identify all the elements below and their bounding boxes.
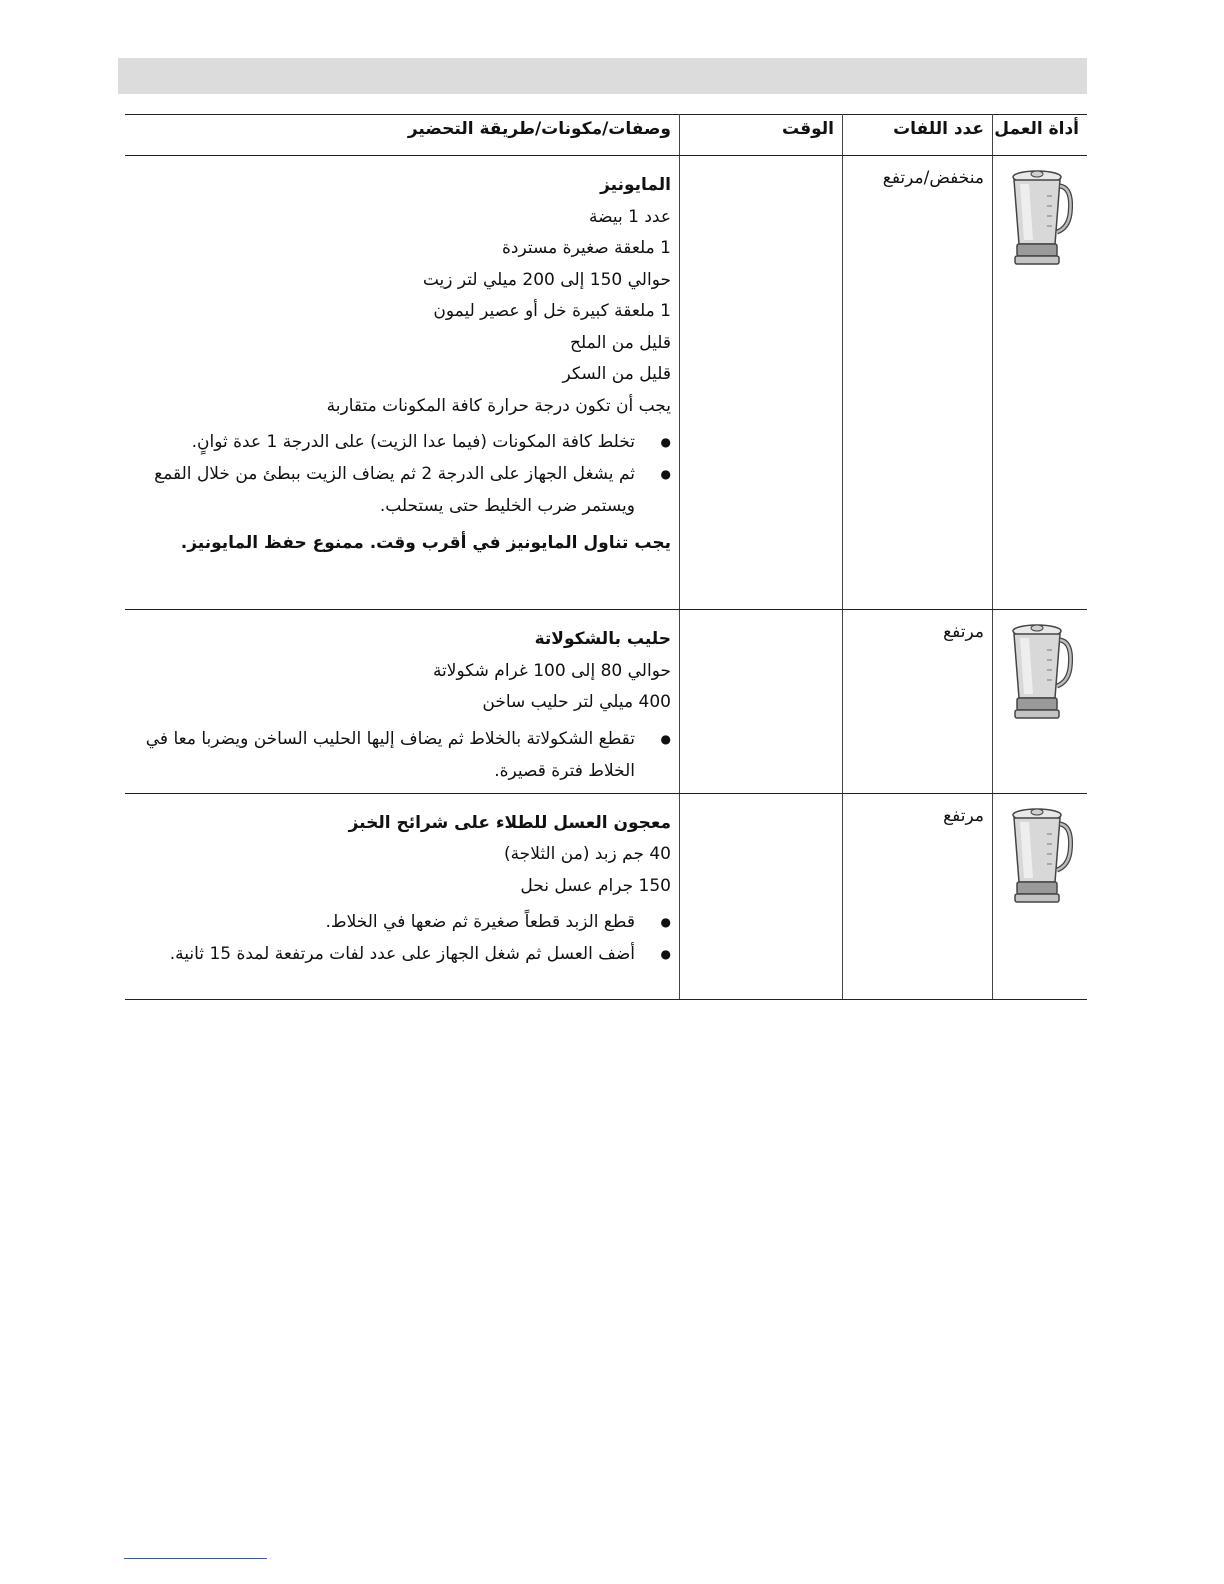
ingredient-line: 40 جم زبد (من الثلاجة) [503, 844, 671, 864]
header-bar [118, 58, 1087, 94]
ingredient-line: 1 ملعقة كبيرة خل أو عصير ليمون [433, 301, 671, 321]
description-cell [125, 610, 680, 794]
tool-cell [993, 156, 1088, 610]
table-header-row [125, 115, 1087, 156]
tool-cell [993, 793, 1088, 999]
step-item: ● أضف العسل ثم شغل الجهاز على عدد لفات مرتفعة لمدة 15 ثانية. [133, 938, 635, 970]
recipe-title: حليب بالشكولاتة [534, 629, 671, 649]
ingredient-line: 150 جرام عسل نحل [520, 875, 671, 896]
recipe-title: المايونيز [600, 175, 671, 195]
recipe-note: يجب تناول المايونيز في أقرب وقت. ممنوع حفظ المايونيز. [180, 533, 671, 553]
description-cell [125, 793, 680, 999]
time-cell [680, 610, 843, 794]
ingredient-line: قليل من السكر [562, 364, 671, 384]
description-cell [125, 156, 680, 610]
ingredient-line: حوالي 80 إلى 100 غرام شكولاتة [432, 660, 671, 681]
header-tool: أداة العمل [993, 115, 1088, 156]
header-speed: عدد اللفات [843, 115, 993, 156]
time-cell [680, 156, 843, 610]
ingredient-line: قليل من الملح [570, 332, 671, 353]
ingredient-line: يجب أن تكون درجة حرارة كافة المكونات متقاربة [326, 395, 671, 416]
recipe-title: معجون العسل للطلاء على شرائح الخبز [348, 812, 671, 833]
footer-link-underline [124, 1558, 267, 1559]
ingredient-line: 400 ميلي لتر حليب ساخن [482, 692, 671, 712]
blender-jug-icon [1007, 620, 1073, 722]
ingredient-line: حوالي 150 إلى 200 ميلي لتر زيت [422, 269, 671, 290]
speed-cell: مرتفع [843, 793, 993, 999]
steps-list [133, 906, 671, 970]
tool-cell [993, 610, 1088, 794]
steps-list [133, 426, 671, 522]
blender-jug-icon [1007, 804, 1073, 906]
table-row [125, 793, 1087, 999]
table-row [125, 156, 1087, 610]
step-item: ● قطع الزبد قطعاً صغيرة ثم ضعها في الخلاط. [133, 906, 635, 938]
blender-jug-icon [1007, 166, 1073, 268]
time-cell [680, 793, 843, 999]
speed-cell: مرتفع [843, 610, 993, 794]
header-time: الوقت [680, 115, 843, 156]
step-item: ● تقطع الشكولاتة بالخلاط ثم يضاف إليها الحليب الساخن ويضربا معا في الخلاط فترة قصيرة. [133, 723, 635, 787]
speed-cell: منخفض/مرتفع [843, 156, 993, 610]
step-item: ● تخلط كافة المكونات (فيما عدا الزيت) على الدرجة 1 عدة ثوانٍ. [133, 426, 635, 458]
ingredient-line: عدد 1 بيضة [589, 206, 671, 227]
header-description: وصفات/مكونات/طريقة التحضير [125, 115, 680, 156]
step-item: ● ثم يشغل الجهاز على الدرجة 2 ثم يضاف الزيت ببطئ من خلال القمع ويستمر ضرب الخليط حتى يستحلب. [133, 458, 635, 522]
steps-list [133, 723, 671, 787]
recipe-table [125, 114, 1087, 1000]
table-row [125, 610, 1087, 794]
ingredient-line: 1 ملعقة صغيرة مستردة [502, 238, 671, 258]
